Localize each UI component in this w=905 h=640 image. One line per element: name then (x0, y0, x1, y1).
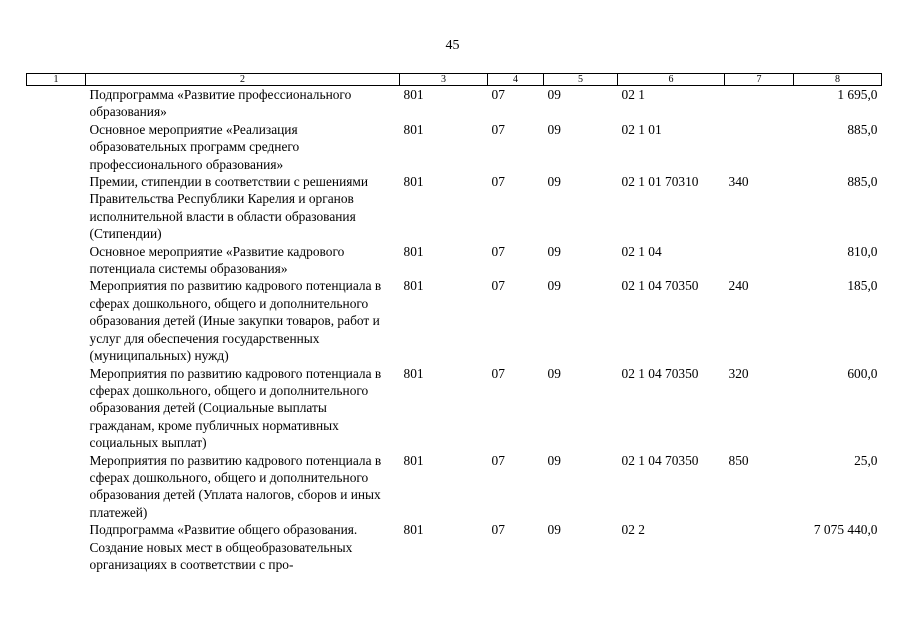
subsection-code: 09 (547, 121, 561, 137)
department-code: 801 (403, 522, 424, 538)
row-number-cell (27, 243, 86, 278)
department-code: 801 (403, 87, 424, 102)
expense-type-code: 850 (728, 452, 749, 468)
row-number-cell (27, 121, 86, 173)
item-name: Мероприятия по развитию кадрового потенциала в сферах дошкольного, общего и дополнительного образования детей (Иные закупки товаров, работ и услуг для обеспечения государственных (муниципальных) нужд) (89, 278, 382, 364)
expense-type-code (725, 121, 794, 173)
section-code: 07 (491, 87, 505, 102)
section-code: 07 (491, 121, 505, 137)
subsection-code: 09 (547, 278, 561, 294)
section-code: 07 (491, 243, 505, 259)
section-code: 07 (491, 522, 505, 538)
table-row (27, 521, 882, 573)
target-article-code: 02 1 01 (621, 121, 662, 137)
amount: 25,0 (854, 452, 878, 468)
column-number-row (27, 74, 882, 86)
column-number: 5 (544, 74, 618, 86)
target-article-code: 02 1 04 70350 (621, 278, 699, 294)
amount: 7 075 440,0 (813, 522, 878, 538)
target-article-code: 02 1 01 70310 (621, 174, 699, 190)
item-name: Подпрограмма «Развитие профессионального образования» (89, 87, 352, 120)
item-name: Основное мероприятие «Реализация образовательных программ среднего профессионального образования» (89, 121, 300, 172)
table-row (27, 365, 882, 452)
department-code: 801 (403, 121, 424, 137)
subsection-code: 09 (547, 522, 561, 538)
table-row (27, 173, 882, 243)
row-number-cell (27, 521, 86, 573)
section-code: 07 (491, 365, 505, 381)
target-article-code: 02 1 04 70350 (621, 452, 699, 468)
table-row (27, 86, 882, 121)
subsection-code: 09 (547, 365, 561, 381)
row-number-cell (27, 173, 86, 243)
amount: 885,0 (847, 174, 878, 190)
column-number: 6 (618, 74, 725, 86)
item-name: Основное мероприятие «Развитие кадрового потенциала системы образования» (89, 243, 345, 277)
department-code: 801 (403, 174, 424, 190)
row-number-cell (27, 277, 86, 364)
target-article-code: 02 2 (621, 522, 645, 538)
expense-type-code: 340 (728, 174, 749, 190)
expense-type-code: 240 (728, 278, 749, 294)
item-name: Мероприятия по развитию кадрового потенциала в сферах дошкольного, общего и дополнительного образования детей (Уплата налогов, сборов и иных платежей) (89, 452, 382, 520)
item-name: Мероприятия по развитию кадрового потенциала в сферах дошкольного, общего и дополнительного образования детей (Социальные выплаты гражданам, кроме публичных нормативных социальных выплат) (89, 365, 382, 451)
column-number: 4 (488, 74, 544, 86)
target-article-code: 02 1 (621, 87, 645, 102)
amount: 185,0 (847, 278, 878, 294)
table-row (27, 121, 882, 173)
target-article-code: 02 1 04 70350 (621, 365, 699, 381)
column-number: 2 (86, 74, 400, 86)
row-number-cell (27, 365, 86, 452)
column-number: 8 (794, 74, 882, 86)
section-code: 07 (491, 278, 505, 294)
department-code: 801 (403, 452, 424, 468)
amount: 1 695,0 (837, 87, 878, 102)
expense-type-code (725, 243, 794, 278)
section-code: 07 (491, 452, 505, 468)
subsection-code: 09 (547, 452, 561, 468)
table-row (27, 452, 882, 522)
expense-type-code (725, 86, 794, 121)
table-row (27, 277, 882, 364)
section-code: 07 (491, 174, 505, 190)
page-number: 45 (445, 38, 460, 53)
item-name: Подпрограмма «Развитие общего образования. Создание новых мест в общеобразовательных организациях в соответствии с про- (89, 522, 358, 572)
table-row (27, 243, 882, 278)
expense-type-code (725, 521, 794, 573)
column-number: 1 (27, 74, 86, 86)
column-number: 3 (400, 74, 488, 86)
subsection-code: 09 (547, 243, 561, 259)
subsection-code: 09 (547, 174, 561, 190)
amount: 810,0 (847, 243, 878, 259)
item-name: Премии, стипендии в соответствии с решениями Правительства Республики Карелия и органов исполнительной власти в области образования (Стипендии) (89, 174, 369, 242)
row-number-cell (27, 452, 86, 522)
expense-type-code: 320 (728, 365, 749, 381)
department-code: 801 (403, 243, 424, 259)
department-code: 801 (403, 365, 424, 381)
target-article-code: 02 1 04 (621, 243, 662, 259)
amount: 885,0 (847, 121, 878, 137)
row-number-cell (27, 86, 86, 121)
column-number: 7 (725, 74, 794, 86)
amount: 600,0 (847, 365, 878, 381)
budget-table (26, 73, 882, 573)
subsection-code: 09 (547, 87, 561, 102)
department-code: 801 (403, 278, 424, 294)
